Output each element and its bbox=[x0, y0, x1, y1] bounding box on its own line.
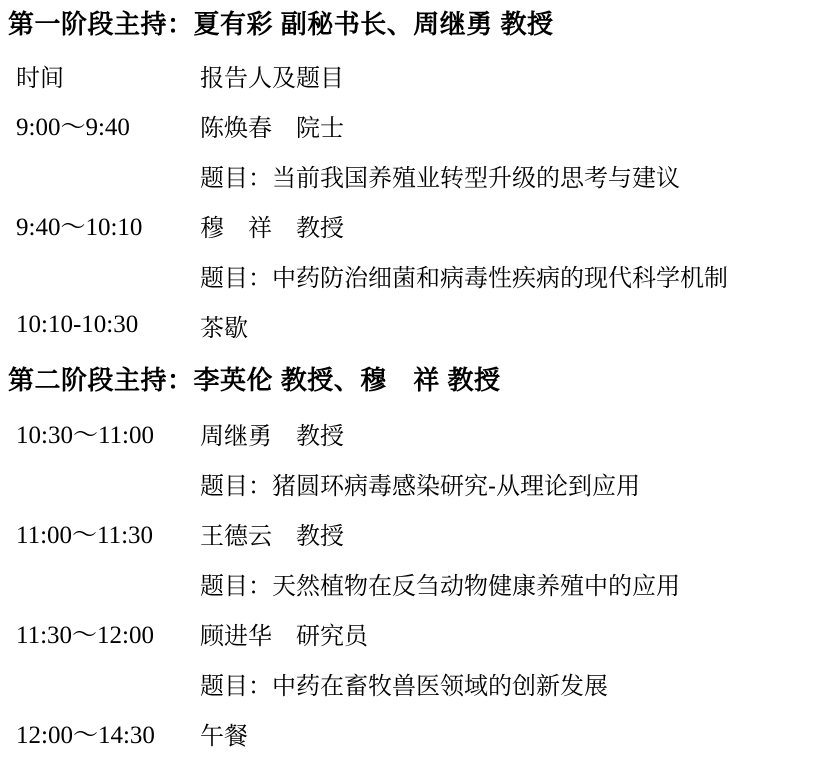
schedule-row bbox=[16, 200, 822, 250]
session-2-rows bbox=[16, 408, 822, 758]
session-2-heading: 第二阶段主持：李英伦 教授、穆 祥 教授 bbox=[8, 364, 501, 395]
topic-row bbox=[16, 150, 822, 200]
schedule-row bbox=[16, 408, 822, 458]
session-1-heading: 第一阶段主持：夏有彩 副秘书长、周继勇 教授 bbox=[8, 8, 554, 39]
talk-topic: 题目：猪圆环病毒感染研究-从理论到应用 bbox=[200, 472, 640, 500]
talk-topic: 题目：天然植物在反刍动物健康养殖中的应用 bbox=[200, 572, 680, 600]
speaker-name: 午餐 bbox=[200, 722, 248, 750]
talk-topic: 题目：中药在畜牧兽医领域的创新发展 bbox=[200, 672, 608, 700]
session-1-rows bbox=[16, 100, 822, 350]
speaker-column-header: 报告人及题目 bbox=[200, 64, 344, 92]
talk-topic: 题目：当前我国养殖业转型升级的思考与建议 bbox=[200, 164, 680, 192]
column-header-row bbox=[16, 50, 822, 100]
schedule-row bbox=[16, 608, 822, 658]
time-range: 10:10-10:30 bbox=[16, 311, 139, 338]
speaker-name: 周继勇 教授 bbox=[200, 422, 344, 450]
topic-row bbox=[16, 250, 822, 300]
topic-row bbox=[16, 658, 822, 708]
schedule-row bbox=[16, 100, 822, 150]
speaker-name: 王德云 教授 bbox=[200, 522, 344, 550]
time-range: 11:30～12:00 bbox=[16, 622, 154, 649]
time-range: 9:40～10:10 bbox=[16, 214, 143, 241]
speaker-name: 顾进华 研究员 bbox=[200, 622, 368, 650]
time-range: 9:00～9:40 bbox=[16, 114, 130, 141]
time-range: 10:30～11:00 bbox=[16, 422, 154, 449]
schedule-row bbox=[16, 508, 822, 558]
talk-topic: 题目：中药防治细菌和病毒性疾病的现代科学机制 bbox=[200, 264, 728, 292]
topic-row bbox=[16, 458, 822, 508]
speaker-name: 陈焕春 院士 bbox=[200, 114, 344, 142]
speaker-name: 茶歇 bbox=[200, 314, 248, 342]
topic-row bbox=[16, 558, 822, 608]
time-column-header: 时间 bbox=[16, 64, 64, 92]
schedule-row bbox=[16, 708, 822, 758]
schedule-row bbox=[16, 300, 822, 350]
speaker-name: 穆 祥 教授 bbox=[200, 214, 344, 242]
time-range: 11:00～11:30 bbox=[16, 522, 154, 549]
time-range: 12:00～14:30 bbox=[16, 722, 155, 749]
